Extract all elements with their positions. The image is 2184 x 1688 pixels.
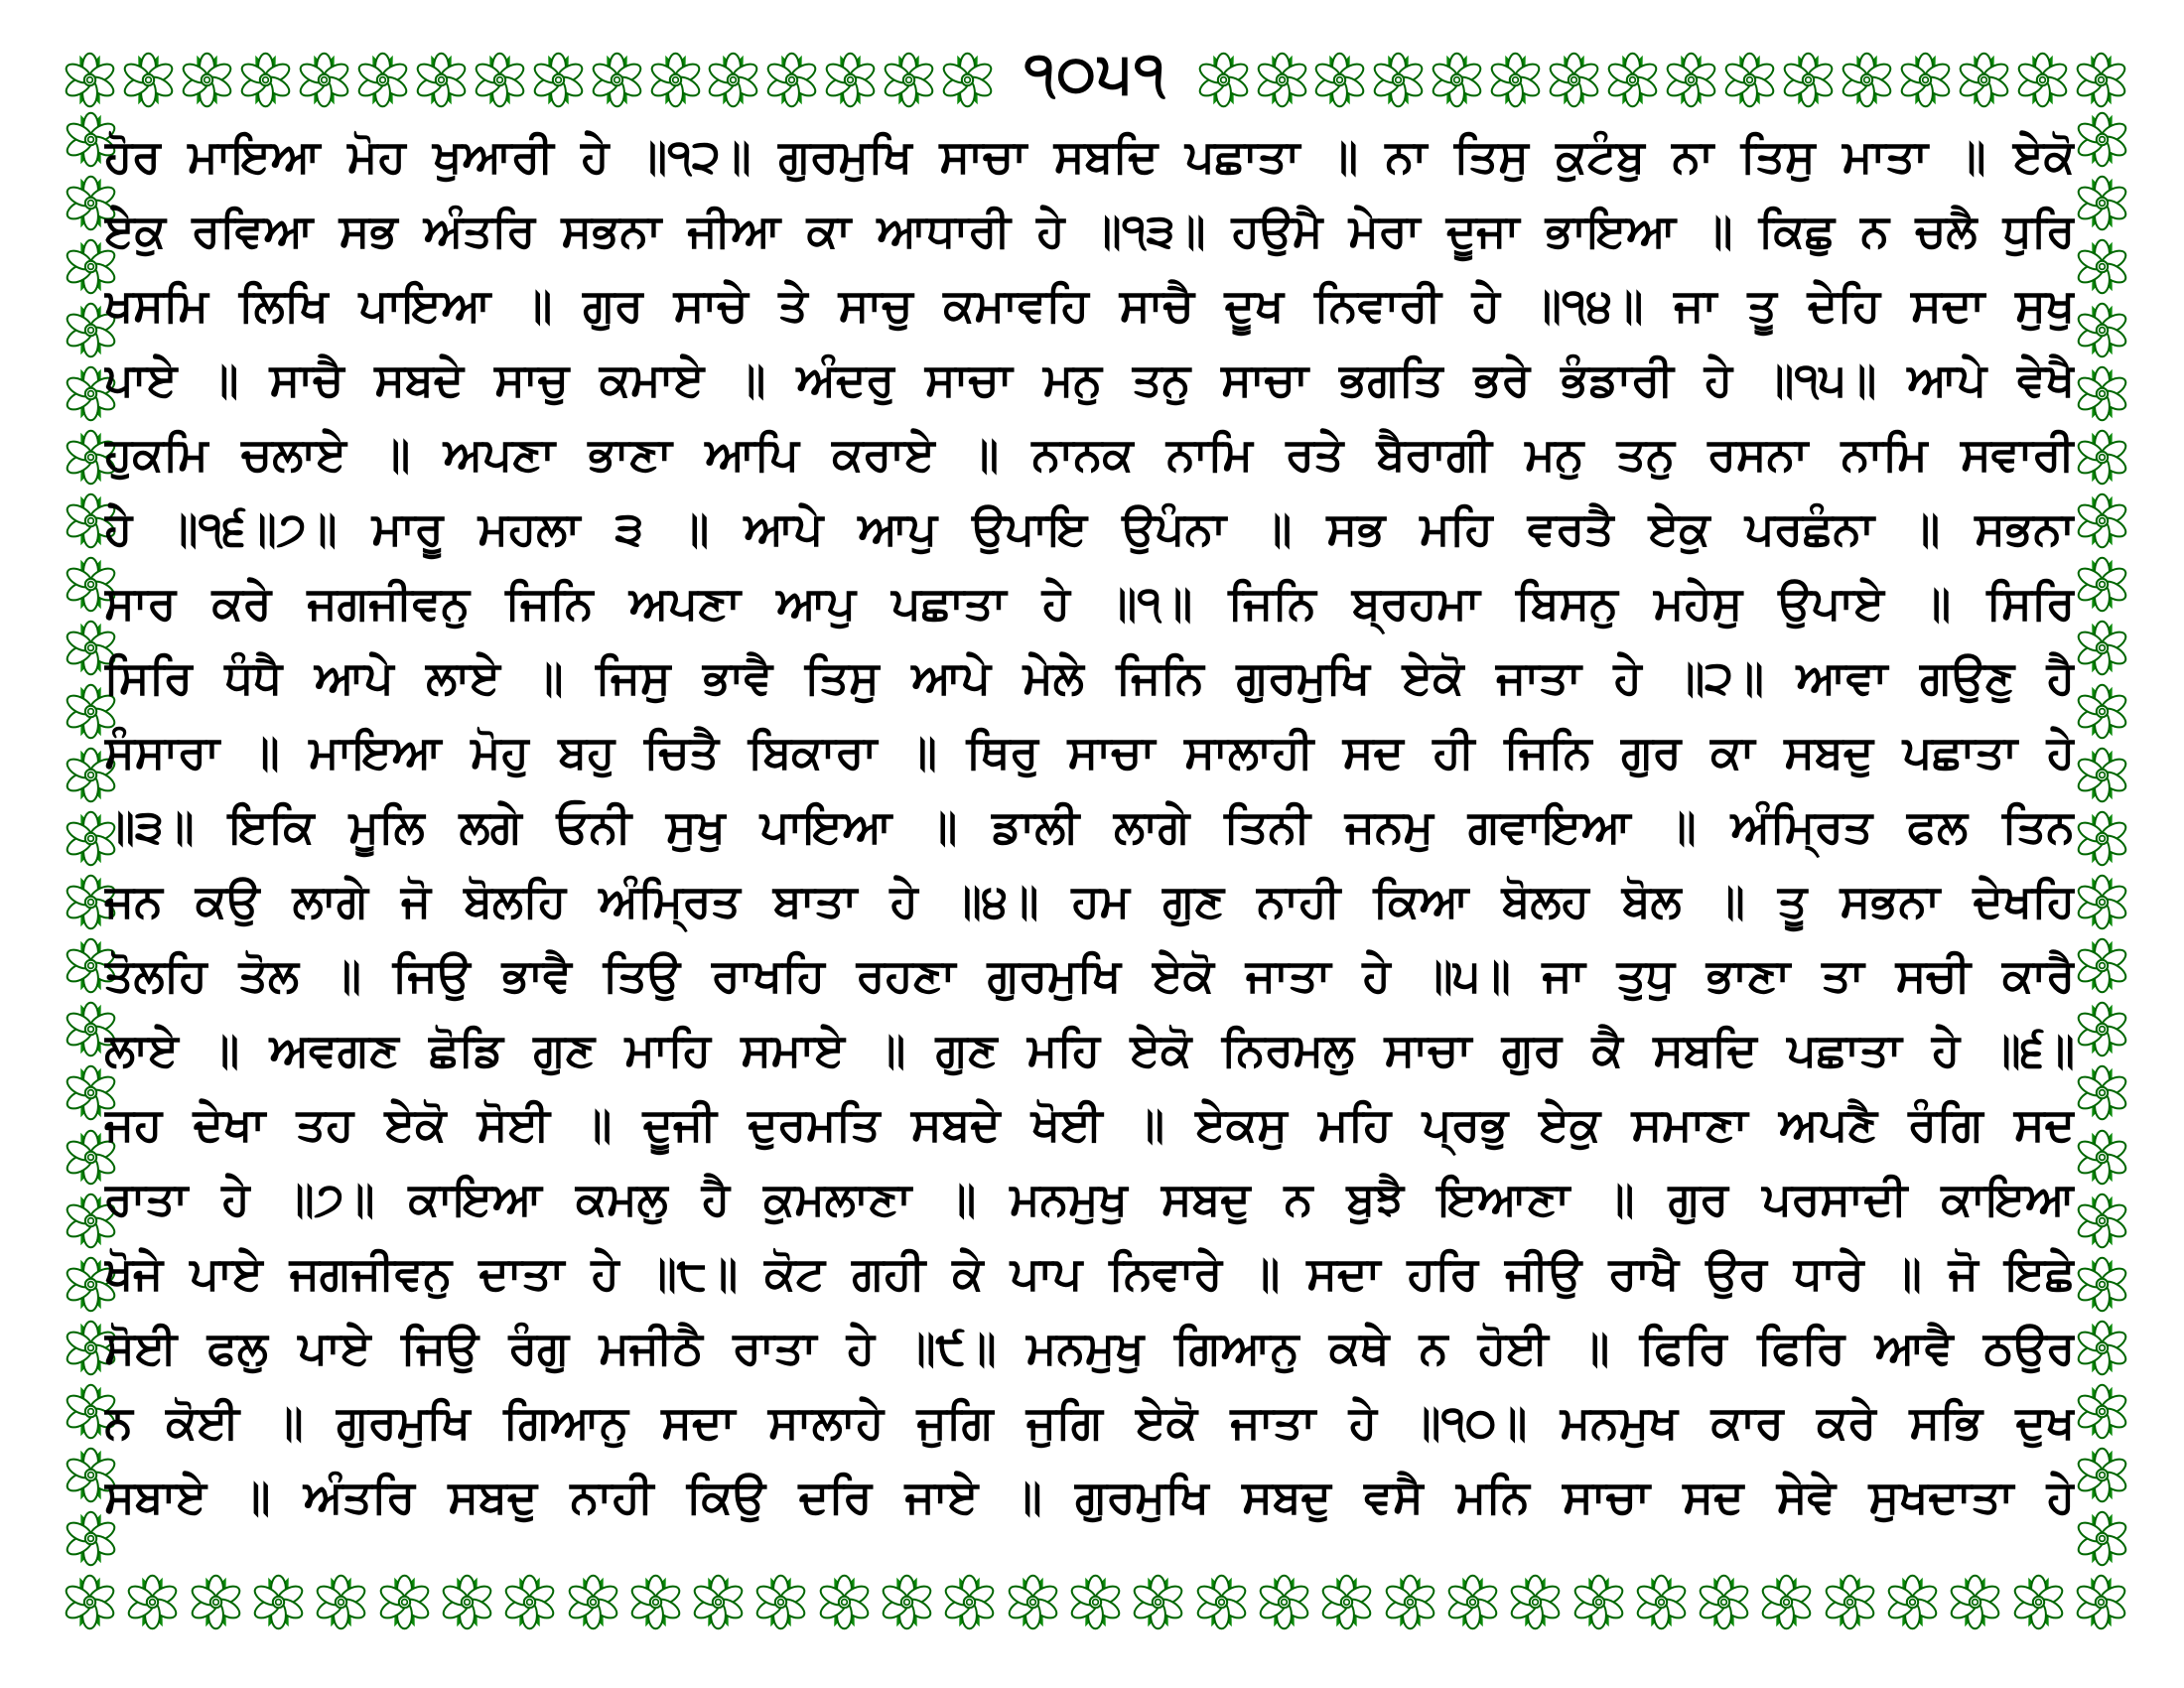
flower-icon <box>1633 1574 1690 1630</box>
text-line-4: ਪਾਏ ॥ ਸਾਚੈ ਸਬਦੇ ਸਾਚੁ ਕਮਾਏ ॥ ਅੰਦਰੁ ਸਾਚਾ ਮਨੁ ਤਨੁ ਸਾਚਾ ਭਗਤਿ ਭਰੇ ਭੰਡਾਰੀ ਹੇ ॥੧੫॥ ਆਪੇ ਵੇਖੈ <box>104 352 2075 406</box>
text-line-1: ਹੋਰ ਮਾਇਆ ਮੋਹ ਖੁਆਰੀ ਹੇ ॥੧੨॥ ਗੁਰਮੁਖਿ ਸਾਚਾ ਸਬਦਿ ਪਛਾਤਾ ॥ ਨਾ ਤਿਸੁ ਕੁਟੰਬੁ ਨਾ ਤਿਸੁ ਮਾਤਾ ॥ ਏਕੋ <box>104 129 2075 183</box>
flower-icon <box>2074 302 2130 358</box>
flower-icon <box>752 1574 809 1630</box>
flower-icon <box>1005 1574 1061 1630</box>
flower-icon <box>2074 1256 2130 1313</box>
flower-icon <box>1570 1574 1627 1630</box>
flower-icon <box>1130 1574 1186 1630</box>
text-line-16: ਖੋਜੇ ਪਾਏ ਜਗਜੀਵਨੁ ਦਾਤਾ ਹੇ ॥੮॥ ਕੋਟ ਗਹੀ ਕੇ ਪਾਪ ਨਿਵਾਰੇ ॥ ਸਦਾ ਹਰਿ ਜੀਉ ਰਾਖੈ ਉਰ ਧਾਰੇ ॥ ਜੋ ਇਛੇ <box>104 1246 2075 1300</box>
flower-icon <box>627 1574 684 1630</box>
flower-icon <box>313 1574 369 1630</box>
flower-icon <box>1507 1574 1564 1630</box>
flower-icon <box>2074 238 2130 295</box>
flower-icon <box>1254 52 1310 108</box>
flower-icon <box>1195 52 1252 108</box>
text-line-12: ਤੋਲਹਿ ਤੋਲ ॥ ਜਿਉ ਭਾਵੈ ਤਿਉ ਰਾਖਹਿ ਰਹਣਾ ਗੁਰਮੁਖਿ ਏਕੋ ਜਾਤਾ ਹੇ ॥੫॥ ਜਾ ਤੁਧੁ ਭਾਣਾ ਤਾ ਸਚੀ ਕਾਰੈ <box>104 948 2075 1002</box>
flower-icon <box>124 1574 181 1630</box>
flower-icon <box>2074 620 2130 676</box>
flower-icon <box>1318 1574 1375 1630</box>
flower-icon <box>2074 810 2130 867</box>
flower-icon <box>822 52 879 108</box>
flower-icon <box>296 52 352 108</box>
flower-icon <box>2074 429 2130 486</box>
flower-icon <box>472 52 528 108</box>
flower-icon <box>1822 1574 1878 1630</box>
flower-icon <box>2074 874 2130 930</box>
text-line-19: ਸਬਾਏ ॥ ਅੰਤਰਿ ਸਬਦੁ ਨਾਹੀ ਕਿਉ ਦਰਿ ਜਾਏ ॥ ਗੁਰਮੁਖਿ ਸਬਦੁ ਵਸੈ ਮਨਿ ਸਾਚਾ ਸਦ ਸੇਵੇ ਸੁਖਦਾਤਾ ਹੇ <box>104 1470 2075 1523</box>
flower-icon <box>62 1574 118 1630</box>
flower-icon <box>188 1574 244 1630</box>
flower-icon <box>2074 937 2130 994</box>
border-right <box>2074 111 2130 1567</box>
flower-icon <box>2074 1129 2130 1186</box>
flower-icon <box>413 52 470 108</box>
flower-icon <box>439 1574 495 1630</box>
flower-icon <box>2074 111 2130 168</box>
flower-icon <box>1780 52 1837 108</box>
border-top <box>62 39 2129 109</box>
flower-icon <box>565 1574 621 1630</box>
text-line-15: ਰਾਤਾ ਹੇ ॥੭॥ ਕਾਇਆ ਕਮਲੁ ਹੈ ਕੁਮਲਾਣਾ ॥ ਮਨਮੁਖੁ ਸਬਦੁ ਨ ਬੁਝੈ ਇਆਣਾ ॥ ਗੁਰ ਪਰਸਾਦੀ ਕਾਇਆ <box>104 1172 2075 1225</box>
flower-icon <box>2074 365 2130 422</box>
flower-icon <box>2074 1383 2130 1440</box>
flower-icon <box>879 1574 935 1630</box>
flower-icon <box>1897 52 1954 108</box>
flower-icon <box>1839 52 1895 108</box>
flower-icon <box>2074 1320 2130 1376</box>
flower-icon <box>647 52 704 108</box>
flower-icon <box>1067 1574 1124 1630</box>
flower-icon <box>501 1574 558 1630</box>
text-line-13: ਲਾਏ ॥ ਅਵਗਣ ਛੋਡਿ ਗੁਣ ਮਾਹਿ ਸਮਾਏ ॥ ਗੁਣ ਮਹਿ ਏਕੋ ਨਿਰਮਲੁ ਸਾਚਾ ਗੁਰ ਕੈ ਸਬਦਿ ਪਛਾਤਾ ਹੇ ॥੬॥ <box>104 1023 2075 1076</box>
flower-icon <box>690 1574 747 1630</box>
flower-icon <box>2073 52 2129 108</box>
text-line-17: ਸੋਈ ਫਲੁ ਪਾਏ ਜਿਉ ਰੰਗੁ ਮਜੀਠੈ ਰਾਤਾ ਹੇ ॥੯॥ ਮਨਮੁਖੁ ਗਿਆਨੁ ਕਥੇ ਨ ਹੋਈ ॥ ਫਿਰਿ ਫਿਰਿ ਆਵੈ ਠਉਰ <box>104 1321 2075 1374</box>
page-number: ੧੦੫੧ <box>1024 39 1167 106</box>
flower-icon <box>2074 1447 2130 1503</box>
border-top-left-flowers <box>62 52 996 108</box>
flower-icon <box>881 52 937 108</box>
flower-icon <box>2074 1064 2130 1121</box>
flower-icon <box>1956 52 2012 108</box>
flower-icon <box>1721 52 1778 108</box>
flower-icon <box>1382 1574 1438 1630</box>
flower-icon <box>354 52 411 108</box>
flower-icon <box>1370 52 1427 108</box>
flower-icon <box>376 1574 433 1630</box>
text-line-2: ਏਕੁ ਰਵਿਆ ਸਭ ਅੰਤਰਿ ਸਭਨਾ ਜੀਆ ਕਾ ਆਧਾਰੀ ਹੇ ॥੧੩॥ ਹਉਮੈ ਮੇਰਾ ਦੂਜਾ ਭਾਇਆ ॥ ਕਿਛੁ ਨ ਚਲੈ ਧੁਰਿ <box>104 204 2075 257</box>
flower-icon <box>250 1574 307 1630</box>
flower-icon <box>705 52 761 108</box>
text-line-7: ਸਾਰ ਕਰੇ ਜਗਜੀਵਨੁ ਜਿਨਿ ਅਪਣਾ ਆਪੁ ਪਛਾਤਾ ਹੇ ॥੧॥ ਜਿਨਿ ਬ੍ਰਹਮਾ ਬਿਸਨੁ ਮਹੇਸੁ ਉਪਾਏ ॥ ਸਿਰਿ <box>104 576 2075 630</box>
flower-icon <box>2074 1510 2130 1567</box>
flower-icon <box>939 52 996 108</box>
text-line-8: ਸਿਰਿ ਧੰਧੈ ਆਪੇ ਲਾਏ ॥ ਜਿਸੁ ਭਾਵੈ ਤਿਸੁ ਆਪੇ ਮੇਲੇ ਜਿਨਿ ਗੁਰਮੁਖਿ ਏਕੋ ਜਾਤਾ ਹੇ ॥੨॥ ਆਵਾ ਗਉਣੁ ਹੈ <box>104 650 2075 704</box>
flower-icon <box>2074 556 2130 613</box>
flower-icon <box>62 52 118 108</box>
flower-icon <box>2074 683 2130 740</box>
scripture-text <box>104 119 2075 1534</box>
flower-icon <box>1604 52 1661 108</box>
border-bottom <box>62 1572 2129 1631</box>
text-line-18: ਨ ਕੋਈ ॥ ਗੁਰਮੁਖਿ ਗਿਆਨੁ ਸਦਾ ਸਾਲਾਹੇ ਜੁਗਿ ਜੁਗਿ ਏਕੋ ਜਾਤਾ ਹੇ ॥੧੦॥ ਮਨਮੁਖ ਕਾਰ ਕਰੇ ਸਭਿ ਦੁਖ <box>104 1395 2075 1449</box>
flower-icon <box>120 52 177 108</box>
flower-icon <box>1193 1574 1250 1630</box>
flower-icon <box>179 52 235 108</box>
flower-icon <box>1256 1574 1312 1630</box>
flower-icon <box>2074 175 2130 231</box>
flower-icon <box>2074 1193 2130 1249</box>
flower-icon <box>1487 52 1544 108</box>
flower-icon <box>530 52 587 108</box>
flower-icon <box>1444 1574 1501 1630</box>
flower-icon <box>237 52 294 108</box>
text-line-6: ਹੇ ॥੧੬॥੭॥ ਮਾਰੂ ਮਹਲਾ ੩ ॥ ਆਪੇ ਆਪੁ ਉਪਾਇ ਉਪੰਨਾ ॥ ਸਭ ਮਹਿ ਵਰਤੈ ਏਕੁ ਪਰਛੰਨਾ ॥ ਸਭਨਾ <box>104 501 2075 555</box>
text-line-11: ਜਨ ਕਉ ਲਾਗੇ ਜੋ ਬੋਲਹਿ ਅੰਮ੍ਰਿਤ ਬਾਤਾ ਹੇ ॥੪॥ ਹਮ ਗੁਣ ਨਾਹੀ ਕਿਆ ਬੋਲਹ ਬੋਲ ॥ ਤੂ ਸਭਨਾ ਦੇਖਹਿ <box>104 874 2075 927</box>
flower-icon <box>1758 1574 1815 1630</box>
flower-icon <box>2074 1001 2130 1057</box>
flower-icon <box>2074 747 2130 803</box>
text-line-5: ਹੁਕਮਿ ਚਲਾਏ ॥ ਅਪਣਾ ਭਾਣਾ ਆਪਿ ਕਰਾਏ ॥ ਨਾਨਕ ਨਾਮਿ ਰਤੇ ਬੈਰਾਗੀ ਮਨੁ ਤਨੁ ਰਸਨਾ ਨਾਮਿ ਸਵਾਰੀ <box>104 427 2075 481</box>
flower-icon <box>2014 52 2071 108</box>
text-line-9: ਸੰਸਾਰਾ ॥ ਮਾਇਆ ਮੋਹੁ ਬਹੁ ਚਿਤੈ ਬਿਕਾਰਾ ॥ ਥਿਰੁ ਸਾਚਾ ਸਾਲਾਹੀ ਸਦ ਹੀ ਜਿਨਿ ਗੁਰ ਕਾ ਸਬਦੁ ਪਛਾਤਾ ਹੇ <box>104 725 2075 778</box>
flower-icon <box>763 52 820 108</box>
flower-icon <box>816 1574 873 1630</box>
flower-icon <box>2073 1574 2129 1630</box>
flower-icon <box>1947 1574 2003 1630</box>
flower-icon <box>941 1574 998 1630</box>
flower-icon <box>1696 1574 1752 1630</box>
text-line-10: ॥੩॥ ਇਕਿ ਮੂਲਿ ਲਗੇ ਓਨੀ ਸੁਖੁ ਪਾਇਆ ॥ ਡਾਲੀ ਲਾਗੇ ਤਿਨੀ ਜਨਮੁ ਗਵਾਇਆ ॥ ਅੰਮ੍ਰਿਤ ਫਲ ਤਿਨ <box>104 799 2075 853</box>
text-line-3: ਖਸਮਿ ਲਿਖਿ ਪਾਇਆ ॥ ਗੁਰ ਸਾਚੇ ਤੇ ਸਾਚੁ ਕਮਾਵਹਿ ਸਾਚੈ ਦੂਖ ਨਿਵਾਰੀ ਹੇ ॥੧੪॥ ਜਾ ਤੂ ਦੇਹਿ ਸਦਾ ਸੁਖੁ <box>104 278 2075 332</box>
text-line-14: ਜਹ ਦੇਖਾ ਤਹ ਏਕੋ ਸੋਈ ॥ ਦੂਜੀ ਦੁਰਮਤਿ ਸਬਦੇ ਖੋਈ ॥ ਏਕਸੁ ਮਹਿ ਪ੍ਰਭੁ ਏਕੁ ਸਮਾਣਾ ਅਪਣੈ ਰੰਗਿ ਸਦ <box>104 1097 2075 1151</box>
flower-icon <box>589 52 645 108</box>
flower-icon <box>1546 52 1602 108</box>
flower-icon <box>2010 1574 2067 1630</box>
flower-icon <box>1663 52 1719 108</box>
flower-icon <box>2074 492 2130 549</box>
flower-icon <box>1311 52 1368 108</box>
flower-icon <box>1884 1574 1941 1630</box>
flower-icon <box>1429 52 1485 108</box>
border-top-right-flowers <box>1195 52 2129 108</box>
